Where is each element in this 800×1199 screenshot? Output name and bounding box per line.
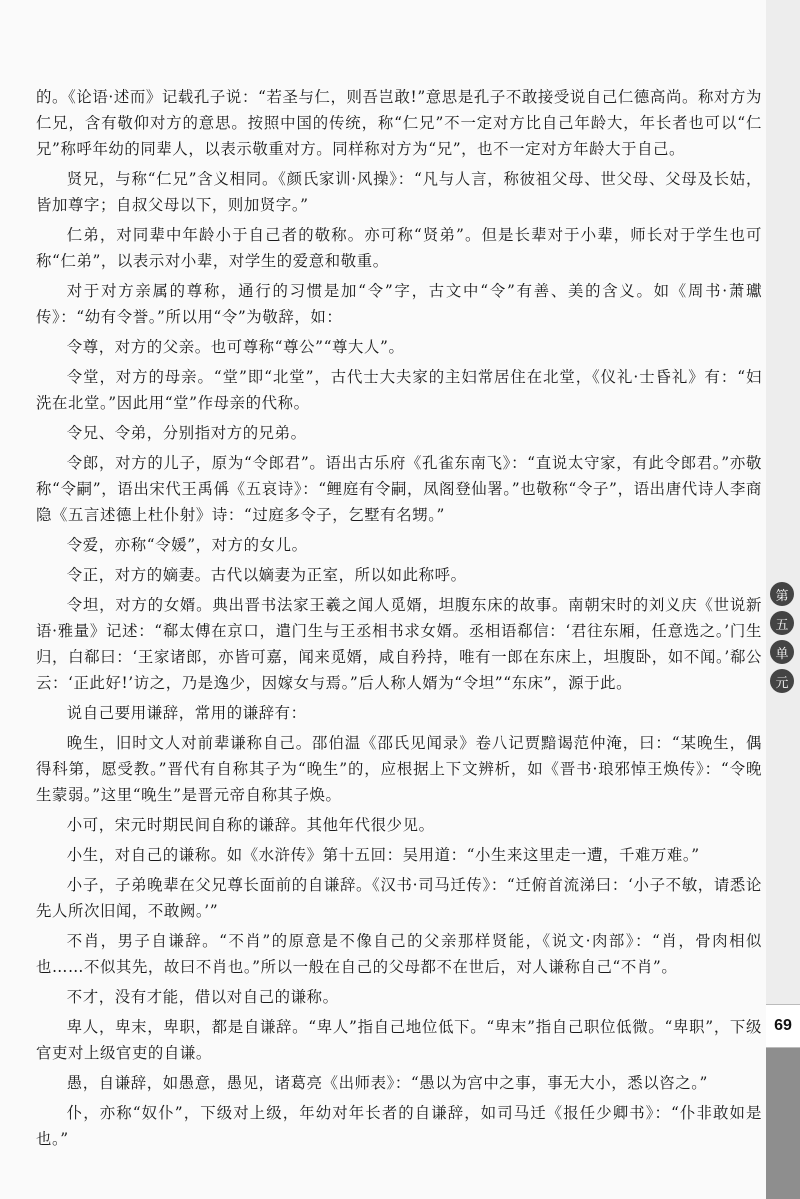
paragraph: 令正，对方的嫡妻。古代以嫡妻为正室，所以如此称呼。 xyxy=(66,566,467,584)
paragraph: 贤兄，与称“仁兄”含义相同。《颜氏家训·风操》：“凡与人言，称彼祖父母、世父母、父母及长姑，皆加尊字；自叔父母以下，则加贤字。” xyxy=(36,170,762,214)
paragraph: 令坦，对方的女婿。典出晋书法家王羲之闻人觅婿，坦腹东床的故事。南朝宋时的刘义庆《世说新语·雅量》记述：“郗太傅在京口，遣门生与王丞相书求女婿。丞相语郗信：‘君往东厢，任意选之。’门生归，白郗曰：‘王家诸郎，亦皆可嘉，闻来觅婿，咸自矜持，唯有一郎在东床上，坦腹卧，如不闻。’郗公云：‘正此好!’访之，乃是逸少，因嫁女与焉。”后人称人婿为“令坦”“东床”，源于此。 xyxy=(36,596,762,692)
paragraph: 不才，没有才能，借以对自己的谦称。 xyxy=(66,988,339,1006)
paragraph: 仁弟，对同辈中年龄小于自己者的敬称。亦可称“贤弟”。但是长辈对于小辈，师长对于学生也可称“仁弟”，以表示对小辈，对学生的爱意和敬重。 xyxy=(36,226,762,270)
paragraph: 令堂，对方的母亲。“堂”即“北堂”，古代士大夫家的主妇常居住在北堂，《仪礼·士昏礼》有：“妇洗在北堂。”因此用“堂”作母亲的代称。 xyxy=(36,368,762,412)
unit-label-char: 第 xyxy=(770,582,794,606)
paragraph: 晚生，旧时文人对前辈谦称自己。邵伯温《邵氏见闻录》卷八记贾黯谒范仲淹，曰：“某晚生，偶得科第，愿受教。”晋代有自称其子为“晚生”的，应根据上下文辨析，如《晋书·琅邪悼王焕传》：“令晚生蒙弱。”这里“晚生”是晋元帝自称其子焕。 xyxy=(36,734,762,804)
paragraph: 对于对方亲属的尊称，通行的习惯是加“令”字，古文中“令”有善、美的含义。如《周书·萧瓛传》：“幼有令誉。”所以用“令”为敬辞，如： xyxy=(36,282,762,326)
paragraph: 令爱，亦称“令媛”，对方的女儿。 xyxy=(66,536,308,554)
paragraph: 愚，自谦辞，如愚意，愚见，诸葛亮《出师表》：“愚以为宫中之事，事无大小，悉以咨之。” xyxy=(66,1074,708,1092)
paragraph: 小可，宋元时期民间自称的谦辞。其他年代很少见。 xyxy=(66,816,435,834)
paragraph: 不肖，男子自谦辞。“不肖”的原意是不像自己的父亲那样贤能，《说文·肉部》：“肖，骨肉相似也……不似其先，故曰不肖也。”所以一般在自己的父母都不在世后，对人谦称自己“不肖”。 xyxy=(36,932,762,976)
paragraph: 仆，亦称“奴仆”，下级对上级，年幼对年长者的自谦辞，如司马迁《报任少卿书》：“仆非敢如是也。” xyxy=(36,1104,762,1148)
unit-label xyxy=(770,582,796,693)
paragraph: 令郎，对方的儿子，原为“令郎君”。语出古乐府《孔雀东南飞》：“直说太守家，有此令郎君。”亦敬称“令嗣”，语出宋代王禹偁《五哀诗》：“鲤庭有令嗣，凤阁登仙署。”也敬称“令子”，语出唐代诗人李商隐《五言述德上杜仆射》诗：“过庭多令子，乞墅有名甥。” xyxy=(36,454,762,524)
paragraph: 令兄、令弟，分别指对方的兄弟。 xyxy=(66,424,307,442)
paragraph: 卑人，卑末，卑职，都是自谦辞。“卑人”指自己地位低下。“卑末”指自己职位低微。“卑职”，下级官吏对上级官吏的自谦。 xyxy=(36,1018,762,1062)
unit-label-char: 元 xyxy=(770,669,794,693)
page-number: 69 xyxy=(766,1004,800,1048)
body-text xyxy=(36,84,762,1156)
paragraph: 令尊，对方的父亲。也可尊称“尊公”“尊大人”。 xyxy=(66,338,405,356)
paragraph: 说自己要用谦辞，常用的谦辞有： xyxy=(66,704,307,722)
paragraph: 小生，对自己的谦称。如《水浒传》第十五回：吴用道：“小生来这里走一遭，千难万难。” xyxy=(66,846,700,864)
unit-label-char: 五 xyxy=(770,611,794,635)
paragraph: 的。《论语·述而》记载孔子说：“若圣与仁，则吾岂敢!”意思是孔子不敢接受说自己仁德高尚。称对方为仁兄，含有敬仰对方的意思。按照中国的传统，称“仁兄”不一定对方比自己年龄大，年长者也可以“仁兄”称呼年幼的同辈人，以表示敬重对方。同样称对方为“兄”，也不一定对方年龄大于自己。 xyxy=(36,88,762,158)
unit-label-char: 单 xyxy=(770,640,794,664)
paragraph: 小子，子弟晚辈在父兄尊长面前的自谦辞。《汉书·司马迁传》：“迁俯首流涕曰：‘小子不敏，请悉论先人所次旧闻，不敢阙。’” xyxy=(36,876,762,920)
